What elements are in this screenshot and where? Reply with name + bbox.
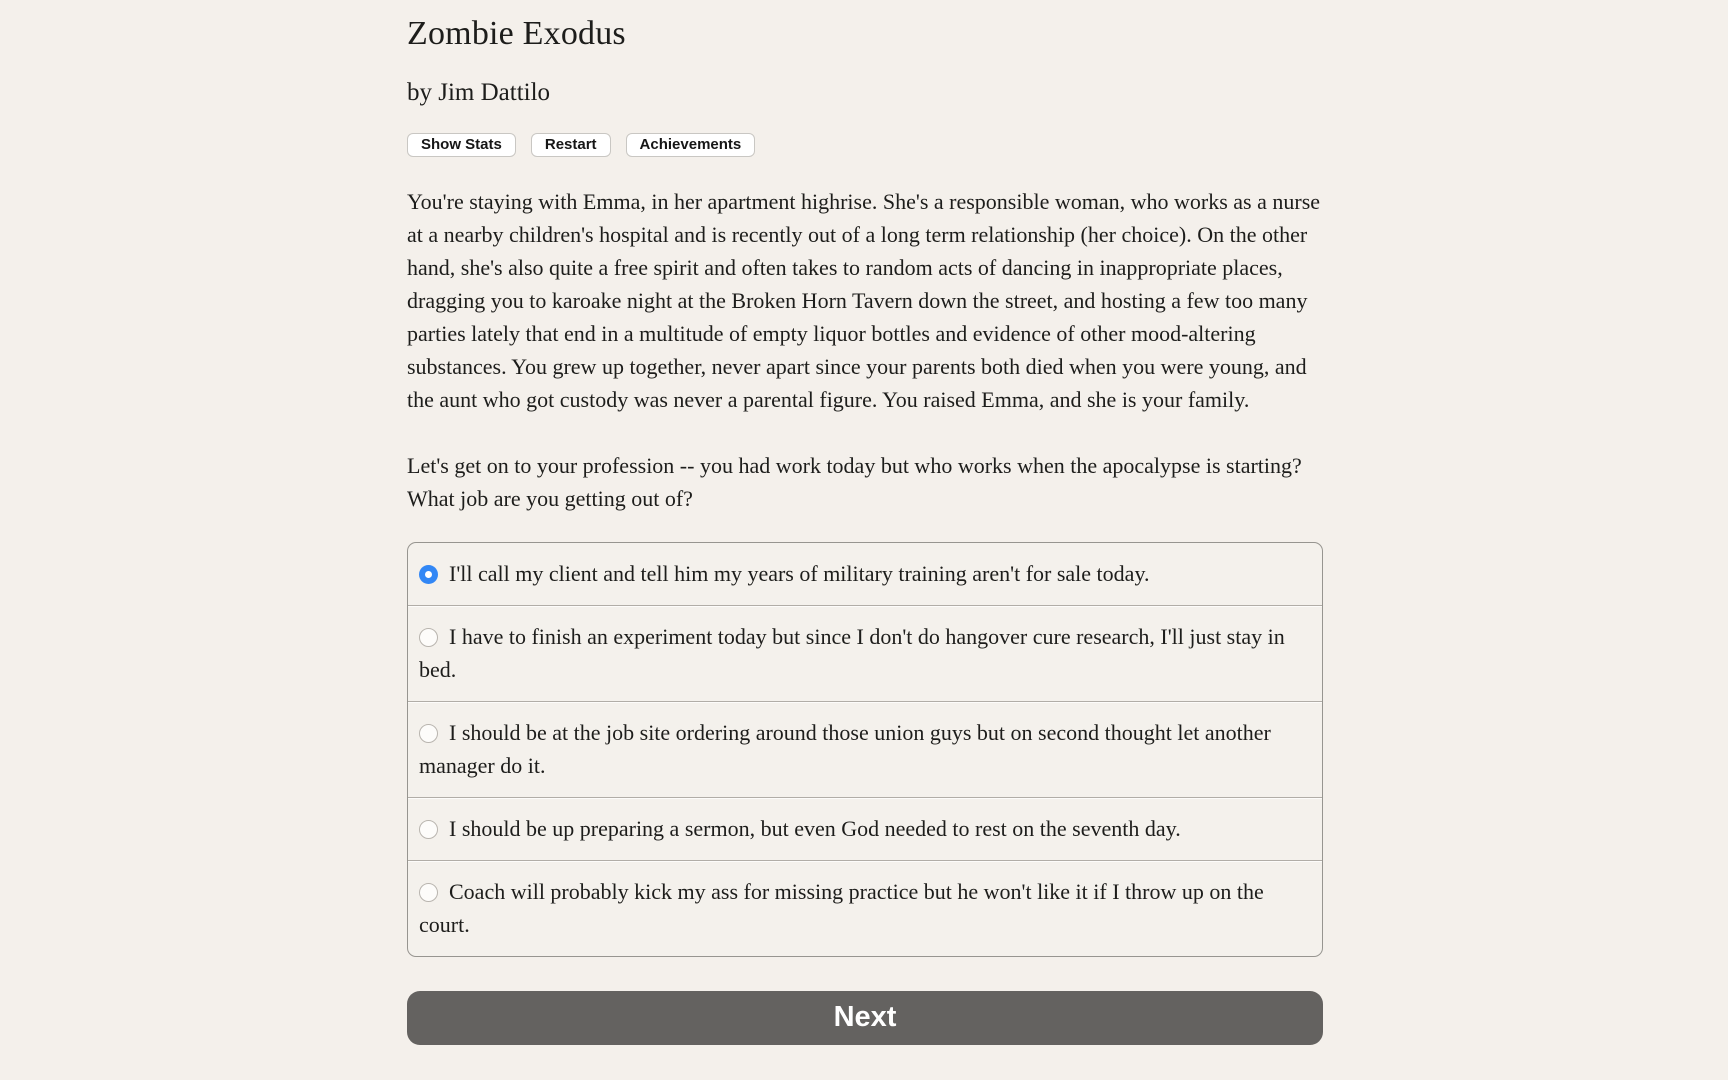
radio-button-icon[interactable] [419, 883, 438, 902]
toolbar [407, 133, 1323, 157]
next-button[interactable]: Next [407, 991, 1323, 1045]
story-text [407, 185, 1323, 515]
show-stats-button[interactable]: Show Stats [407, 133, 516, 157]
achievements-button[interactable]: Achievements [626, 133, 756, 157]
choice-label: I should be up preparing a sermon, but even God needed to rest on the seventh day. [449, 815, 1181, 841]
radio-button-icon[interactable] [419, 565, 438, 584]
choice-option[interactable] [408, 860, 1322, 956]
choice-label: I should be at the job site ordering around those union guys but on second thought let another manager do it. [419, 719, 1271, 778]
choice-label: Coach will probably kick my ass for missing practice but he won't like it if I throw up on the court. [419, 878, 1264, 937]
choice-label: I have to finish an experiment today but since I don't do hangover cure research, I'll just stay in bed. [419, 623, 1285, 682]
choice-option[interactable] [408, 543, 1322, 605]
story-paragraph: Let's get on to your profession -- you had work today but who works when the apocalypse is starting? What job are you getting out of? [407, 452, 1302, 511]
choice-label: I'll call my client and tell him my years of military training aren't for sale today. [449, 560, 1150, 586]
game-author: by Jim Dattilo [407, 78, 551, 106]
choice-option[interactable] [408, 701, 1322, 797]
restart-button[interactable]: Restart [531, 133, 611, 157]
radio-button-icon[interactable] [419, 724, 438, 743]
game-title: Zombie Exodus [407, 15, 626, 52]
choice-group [407, 542, 1323, 957]
radio-button-icon[interactable] [419, 820, 438, 839]
story-page [407, 0, 1323, 1045]
choice-option[interactable] [408, 605, 1322, 701]
story-paragraph: You're staying with Emma, in her apartment highrise. She's a responsible woman, who works as a nurse at a nearby children's hospital and is recently out of a long term relationship (her choice). On the other hand, she's also quite a free spirit and often takes to random acts of dancing in inappropriate places, dragging you to karoake night at the Broken Horn Tavern down the street, and hosting a few too many parties lately that end in a multitude of empty liquor bottles and evidence of other mood-altering substances. You grew up together, never apart since your parents both died when you were young, and the aunt who got custody was never a parental figure. You raised Emma, and she is your family. [407, 188, 1321, 412]
choice-option[interactable] [408, 797, 1322, 860]
radio-button-icon[interactable] [419, 628, 438, 647]
